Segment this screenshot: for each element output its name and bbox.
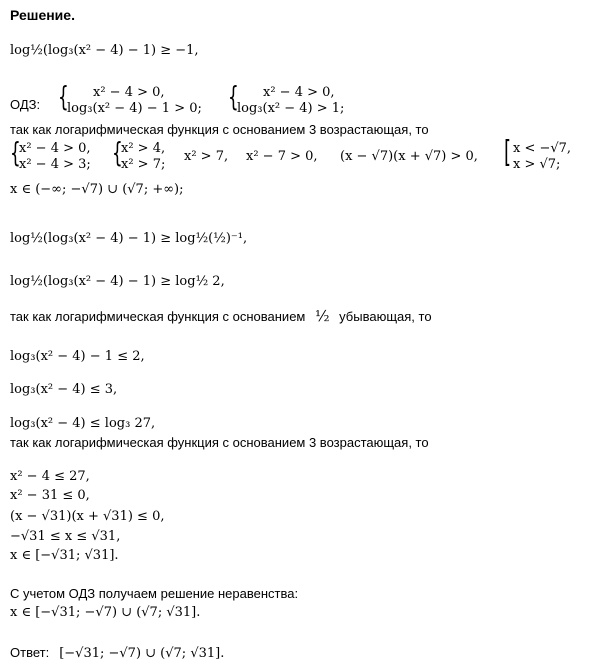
answer-line xyxy=(10,645,224,661)
system-4 xyxy=(112,136,166,174)
inequality-step-15: x ∈ [−√31; √31]. xyxy=(10,548,119,563)
system-row: x² − 4 > 3; xyxy=(19,157,91,172)
inequality-step-8: log₃(x² − 4) − 1 ≤ 2, xyxy=(10,349,145,364)
brace-icon: { xyxy=(10,136,21,169)
system-row: x² − 4 > 0, xyxy=(19,141,91,156)
system-row: x < −√7, xyxy=(513,141,572,156)
answer-label: Ответ: xyxy=(10,645,50,660)
text-note-2-start: так как логарифмическая функция с основанием xyxy=(10,309,306,324)
system-row: x² > 7; xyxy=(121,157,166,172)
step-x2-gt-7: x² > 7, xyxy=(184,149,229,164)
text-note-2 xyxy=(10,309,432,324)
step-x2-minus-7: x² − 7 > 0, xyxy=(246,149,318,164)
inequality-step-7: log½(log₃(x² − 4) − 1) ≥ log½ 2, xyxy=(10,274,225,289)
system-row: x² > 4, xyxy=(121,141,166,156)
inequality-step-14: −√31 ≤ x ≤ √31, xyxy=(10,529,121,544)
system-row: x > √7; xyxy=(513,157,561,172)
system-row: log₃(x² − 4) > 1; xyxy=(237,101,345,116)
odz-system-2 xyxy=(228,80,345,118)
system-row: x² − 4 > 0, xyxy=(263,85,335,100)
step-factored: (x − √7)(x + √7) > 0, xyxy=(340,149,478,164)
brace-icon: { xyxy=(228,80,239,113)
system-3 xyxy=(10,136,91,174)
text-note-2-end: убывающая, то xyxy=(339,309,432,324)
system-row: x² − 4 > 0, xyxy=(93,85,165,100)
text-note-4: С учетом ОДЗ получаем решение неравенства: xyxy=(10,586,299,601)
inequality-step-10: log₃(x² − 4) ≤ log₃ 27, xyxy=(10,416,156,431)
answer-value: [−√31; −√7) ∪ (√7; √31]. xyxy=(59,646,225,661)
domain-result: x ∈ (−∞; −√7) ∪ (√7; +∞); xyxy=(10,182,184,197)
fraction-half: ½ xyxy=(314,307,330,325)
odz-system-1 xyxy=(58,80,202,118)
inequality-step-11: x² − 4 ≤ 27, xyxy=(10,469,90,484)
inequality-step-12: x² − 31 ≤ 0, xyxy=(10,488,90,503)
bracket-icon: [ xyxy=(504,135,512,170)
solution-title: Решение. xyxy=(10,7,75,23)
brace-icon: { xyxy=(58,80,69,113)
system-5 xyxy=(504,135,572,174)
system-row: log₃(x² − 4) − 1 > 0; xyxy=(67,101,202,116)
text-note-1: так как логарифмическая функция с основанием 3 возрастающая, то xyxy=(10,122,429,137)
final-solution: x ∈ [−√31; −√7) ∪ (√7; √31]. xyxy=(10,605,201,620)
inequality-step-13: (x − √31)(x + √31) ≤ 0, xyxy=(10,509,165,524)
inequality-main: log½(log₃(x² − 4) − 1) ≥ −1, xyxy=(10,43,199,58)
inequality-step-9: log₃(x² − 4) ≤ 3, xyxy=(10,382,118,397)
brace-icon: { xyxy=(112,136,123,169)
text-note-3: так как логарифмическая функция с основанием 3 возрастающая, то xyxy=(10,435,429,450)
odz-label: ОДЗ: xyxy=(10,97,41,112)
inequality-step-6: log½(log₃(x² − 4) − 1) ≥ log½(½)⁻¹, xyxy=(10,231,248,246)
